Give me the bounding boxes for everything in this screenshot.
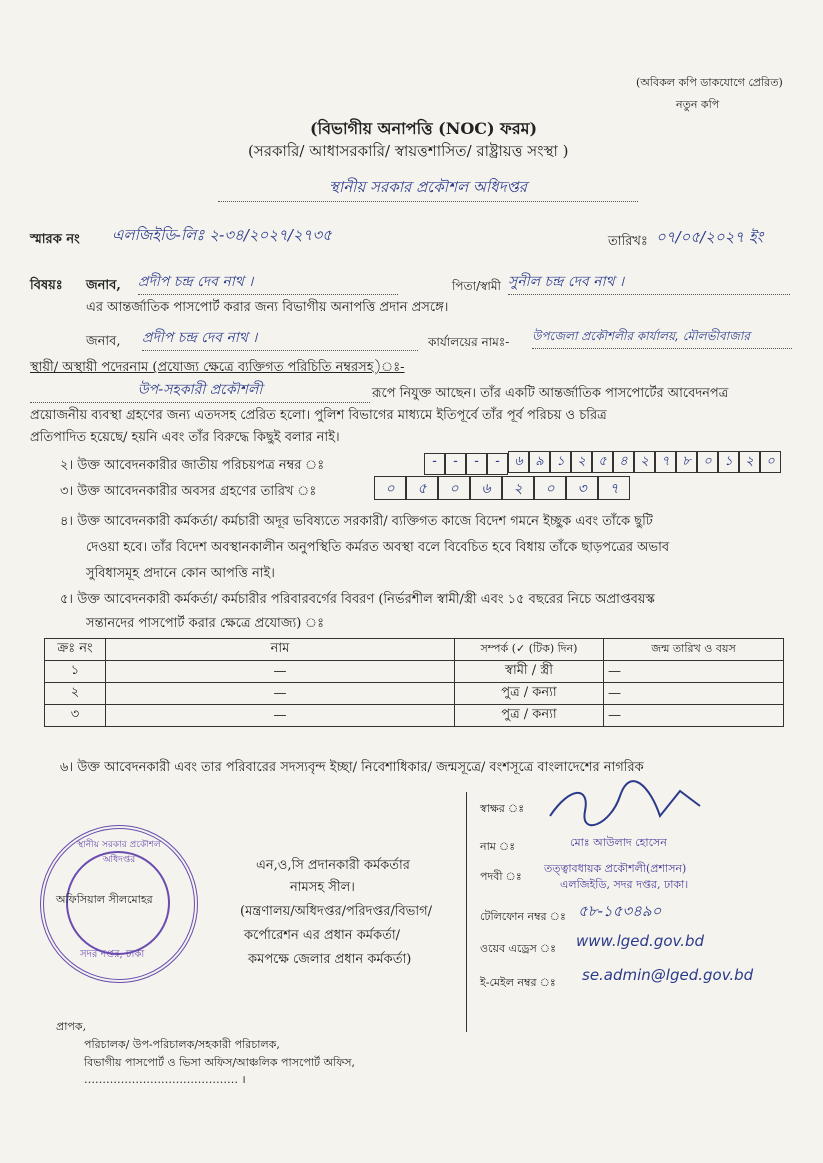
- memo-number: এলজিইডি-লিঃ ২-৩৪/২০২৭/২৭৩৫: [112, 226, 332, 244]
- nid-digit: ৫: [592, 451, 613, 473]
- authority-line-4: কর্পোরেশন এর প্রধান কর্মকর্তা/: [244, 928, 401, 943]
- retire-digit: ৩: [566, 476, 598, 500]
- applicant-name: প্রদীপ চন্দ্র দেব নাথ ।: [138, 270, 398, 295]
- nid-digit: ০: [697, 451, 718, 473]
- recipient-line-2: বিভাগীয় পাসপোর্ট ও ভিসা অফিস/আঞ্চলিক পাসপোর্ট অফিস,: [84, 1056, 355, 1069]
- email-value: se.admin@lged.gov.bd: [582, 966, 754, 984]
- nid-digit: -: [466, 453, 487, 475]
- nid-digit: ১: [550, 451, 571, 473]
- item-3-label: ৩। উক্ত আবেদনকারীর অবসর গ্রহণের তারিখ ঃ: [60, 484, 317, 499]
- date-label: তারিখঃ: [608, 234, 648, 249]
- nid-digit: ১: [718, 451, 739, 473]
- cell-name: —: [106, 661, 455, 683]
- nid-digit: ৬: [508, 451, 529, 473]
- authority-line-3: (মন্ত্রণালয়/অধিদপ্তর/পরিদপ্তর/বিভাগ/: [240, 904, 433, 919]
- seal-bottom: সদর দপ্তর, ঢাকা: [80, 949, 145, 960]
- retire-digit: ৬: [470, 476, 502, 500]
- subject-janab: জনাব,: [86, 278, 121, 293]
- form-subtitle: (সরকারি/ আধাসরকারি/ স্বায়ত্তশাসিত/ রাষ্ট্রায়ত্ত সংস্থা ): [248, 142, 569, 160]
- cell-dob: —: [604, 705, 784, 727]
- cell-dob: —: [604, 661, 784, 683]
- sign-label: স্বাক্ষর ঃ: [480, 802, 525, 815]
- table-row: [45, 661, 784, 683]
- cell-name: —: [106, 705, 455, 727]
- father-name: সুনীল চন্দ্র দেব নাথ ।: [508, 270, 790, 295]
- office-value: উপজেলা প্রকৌশলীর কার্যালয়, মৌলভীবাজার: [532, 328, 792, 349]
- cell-name: —: [106, 683, 455, 705]
- seal-text: স্থানীয় সরকার প্রকৌশল অধিদপ্তর: [77, 840, 161, 865]
- item-4-line-2: দেওয়া হবে। তাঁর বিদেশ অবস্থানকালীন অনুপস্থিতি কর্মরত অবস্থা বলে বিবেচিত হবে বিধায় তাঁকে ছাড়পত্রের অভাব: [86, 540, 670, 555]
- authority-line-1: এন,ও,সি প্রদানকারী কর্মকর্তার: [256, 858, 410, 873]
- item-6-line: ৬। উক্ত আবেদনকারী এবং তার পরিবারের সদস্যবৃন্দ ইচ্ছা/ নিবেশাধিকার/ জন্মসূত্রে/ বংশসূত্রে বাংলাদেশের নাগরিক: [60, 760, 644, 775]
- office-name: স্থানীয় সরকার প্রকৌশল অধিদপ্তর: [218, 176, 638, 202]
- cell-relation: স্বামী / স্ত্রী: [455, 661, 604, 683]
- office-label: কার্যালয়ের নামঃ-: [428, 335, 510, 349]
- signature-mark-icon: [540, 776, 720, 836]
- body-janab: জনাব,: [86, 334, 121, 349]
- table-row: [45, 683, 784, 705]
- body-para-3: প্রতিপাদিত হয়েছে/ হয়নি এবং তাঁর বিরুদ্ধে কিছুই বলার নাই।: [30, 430, 340, 445]
- nid-digit: -: [487, 453, 508, 475]
- corner-note-2: নতুন কপি: [676, 98, 720, 111]
- retire-digit: ০: [438, 476, 470, 500]
- cell-relation: পুত্র / কন্যা: [455, 705, 604, 727]
- table-row: [45, 705, 784, 727]
- nid-digit: ২: [739, 451, 760, 473]
- official-seal: [40, 825, 198, 983]
- cell-relation: পুত্র / কন্যা: [455, 683, 604, 705]
- nid-digit: ৭: [655, 451, 676, 473]
- retire-digit: ৭: [598, 476, 630, 500]
- nid-digit: ২: [634, 451, 655, 473]
- form-title: (বিভাগীয় অনাপত্তি (NOC) ফরম): [310, 119, 538, 138]
- authority-line-5: কমপক্ষে জেলার প্রধান কর্মকর্তা): [248, 952, 412, 967]
- officer-name: মোঃ আউলাদ হোসেন: [570, 836, 667, 849]
- email-label: ই-মেইল নম্বর ঃ: [480, 976, 556, 989]
- post-title-label: পদবী ঃ: [480, 870, 522, 883]
- col-relation: সম্পর্ক (✓ (টিক) দিন): [455, 639, 604, 661]
- authority-line-2: নামসহ সীল।: [290, 880, 355, 895]
- officer-post-2: এলজিইডি, সদর দপ্তর, ঢাকা।: [560, 878, 689, 891]
- recipient-line-3: …………………………………… ।: [84, 1073, 246, 1086]
- body-para-2: প্রয়োজনীয় ব্যবস্থা গ্রহণের জন্য এতদসহ প্রেরিত হলো। পুলিশ বিভাগের মাধ্যমে ইতিপূর্বে তাঁর পূর্ব পরিচয় ও চরিত্র: [30, 408, 607, 423]
- nid-boxes: [424, 450, 781, 475]
- corner-note-1: (অবিকল কপি ডাকযোগে প্রেরিত): [636, 76, 783, 89]
- recipient-label: প্রাপক,: [56, 1020, 87, 1033]
- post-label: স্থায়ী/ অস্থায়ী পদেরনাম (প্রযোজ্য ক্ষেত্রে ব্যক্তিগত পরিচিতি নম্বরসহ)ঃ-: [30, 360, 405, 375]
- nid-digit: ২: [571, 451, 592, 473]
- col-dob: জন্ম তারিখ ও বয়স: [604, 639, 784, 661]
- nid-digit: -: [445, 453, 466, 475]
- nid-digit: ৯: [529, 451, 550, 473]
- retire-digit: ৫: [406, 476, 438, 500]
- seal-label: অফিসিয়াল সীলমোহর: [56, 893, 153, 906]
- item-4-line-1: ৪। উক্ত আবেদনকারী কর্মকর্তা/ কর্মচারী অদূর ভবিষ্যতে সরকারী/ ব্যক্তিগত কাজে বিদেশ গমনে ইচ্ছুক এবং তাঁকে ছুটি: [60, 514, 653, 529]
- nid-digit: ৮: [676, 451, 697, 473]
- subject-label: বিষয়ঃ: [30, 278, 63, 293]
- officer-post-1: তত্ত্বাবধায়ক প্রকৌশলী(প্রশাসন): [544, 862, 687, 875]
- family-table: [44, 638, 784, 727]
- web-value: www.lged.gov.bd: [576, 932, 704, 950]
- nid-digit: -: [424, 453, 445, 475]
- item-2-label: ২। উক্ত আবেদনকারীর জাতীয় পরিচয়পত্র নম্বর ঃ: [60, 458, 325, 473]
- col-name: নাম: [106, 639, 455, 661]
- retire-digit: ২: [502, 476, 534, 500]
- memo-label: স্মারক নং: [30, 232, 80, 247]
- nid-digit: ০: [760, 451, 781, 473]
- cell-serial: ১: [45, 661, 106, 683]
- signature-divider: [466, 792, 467, 1032]
- item-5-line-2: সন্তানদের পাসপোর্ট করার ক্ষেত্রে প্রযোজ্য) ঃ: [86, 616, 325, 631]
- table-header-row: [45, 639, 784, 661]
- recipient-line-1: পরিচালক/ উপ-পরিচালক/সহকারী পরিচালক,: [84, 1038, 280, 1051]
- retire-digit: ০: [534, 476, 566, 500]
- web-label: ওয়েব এড্রেস ঃ: [480, 942, 556, 955]
- phone-label: টেলিফোন নম্বর ঃ: [480, 910, 566, 923]
- item-5-line-1: ৫। উক্ত আবেদনকারী কর্মকর্তা/ কর্মচারীর পরিবারবর্গের বিবরণ (নির্ভরশীল স্বামী/স্ত্রী এবং ১৫ বছরের নিচে অপ্রাপ্তবয়স্ক: [60, 592, 655, 607]
- item-4-line-3: সুবিধাসমূহ প্রদানে কোন আপত্তি নাই।: [86, 566, 275, 581]
- body-para-1: রূপে নিযুক্ত আছেন। তাঁর একটি আন্তর্জাতিক পাসপোর্টের আবেদনপত্র: [372, 386, 729, 401]
- retire-digit: ০: [374, 476, 406, 500]
- retire-boxes: [374, 476, 630, 500]
- cell-dob: —: [604, 683, 784, 705]
- col-serial: ক্রঃ নং: [45, 639, 106, 661]
- body-applicant-name: প্রদীপ চন্দ্র দেব নাথ ।: [142, 326, 418, 351]
- subject-line-2: এর আন্তর্জাতিক পাসপোর্ট করার জন্য বিভাগীয় অনাপত্তি প্রদান প্রসঙ্গে।: [86, 300, 449, 315]
- name-label: নাম ঃ: [480, 840, 516, 853]
- post-value: উপ-সহকারী প্রকৌশলী: [30, 378, 370, 403]
- cell-serial: ৩: [45, 705, 106, 727]
- nid-digit: ৪: [613, 451, 634, 473]
- phone-value: ৫৮-১৫৩৪৯০: [578, 902, 662, 920]
- father-label: পিতা/স্বামী: [452, 279, 501, 293]
- memo-date: ০৭/০৫/২০২৭ ইং: [656, 228, 764, 246]
- cell-serial: ২: [45, 683, 106, 705]
